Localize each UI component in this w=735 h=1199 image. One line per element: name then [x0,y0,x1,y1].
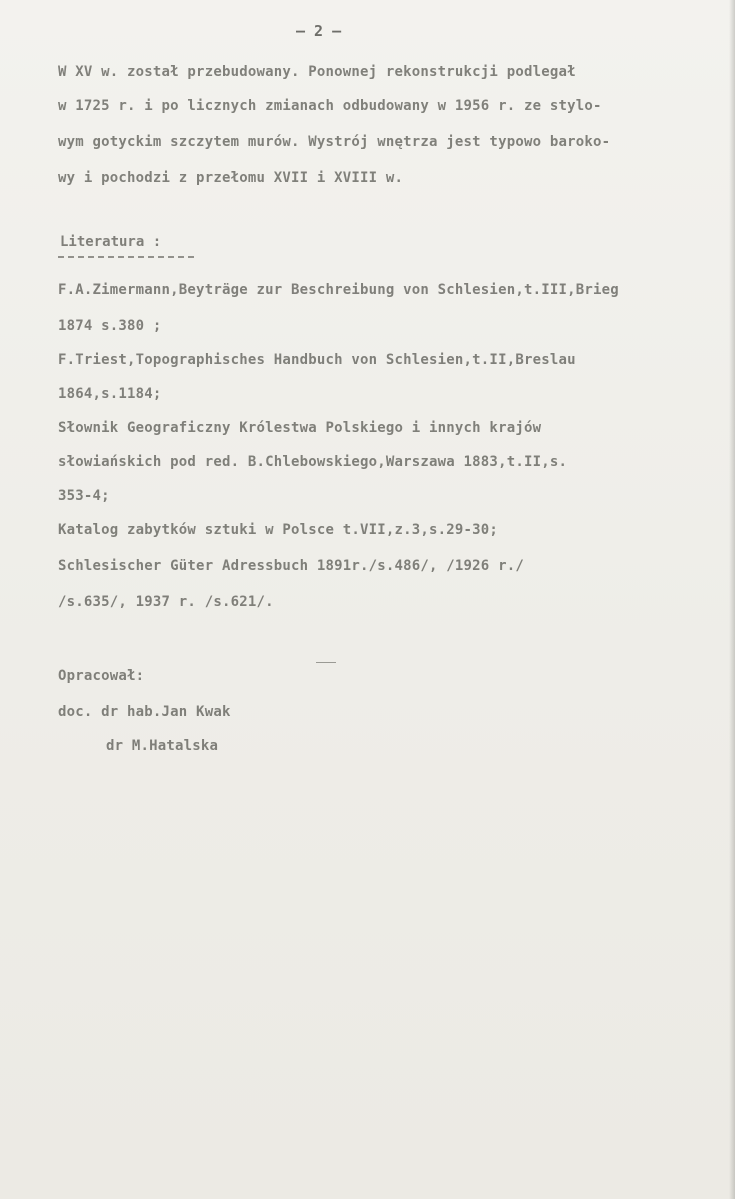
body-line-3: wym gotyckim szczytem murów. Wystrój wnętrza jest typowo baroko- [58,134,611,150]
literature-line-3: F.Triest,Topographisches Handbuch von Schlesien,t.II,Breslau [58,352,576,368]
literature-line-4: 1864,s.1184; [58,386,162,402]
literature-heading: Literatura : [60,234,162,250]
body-line-1: W XV w. został przebudowany. Ponownej rekonstrukcji podlegał [58,64,576,80]
literature-line-6: słowiańskich pod red. B.Chlebowskiego,Warszawa 1883,t.II,s. [58,454,568,470]
separator-dash [316,662,336,663]
author-1: doc. dr hab.Jan Kwak [58,704,231,720]
literature-line-2: 1874 s.380 ; [58,318,162,334]
literature-line-1: F.A.Zimermann,Beyträge zur Beschreibung von Schlesien,t.III,Brieg [58,282,619,298]
literature-line-9: Schlesischer Güter Adressbuch 1891r./s.486/, /1926 r./ [58,558,524,574]
body-line-2: w 1725 r. i po licznych zmianach odbudowany w 1956 r. ze stylo- [58,98,602,114]
author-2: dr M.Hatalska [106,738,219,754]
page-edge-shadow [729,0,735,1199]
literature-line-5: Słownik Geograficzny Królestwa Polskiego i innych krajów [58,420,542,436]
page-number: — 2 — [296,22,342,40]
heading-underline [58,256,194,258]
literature-line-8: Katalog zabytków sztuki w Polsce t.VII,z.3,s.29-30; [58,522,499,538]
prepared-label: Opracował: [58,668,145,684]
literature-line-7: 353-4; [58,488,110,504]
literature-line-10: /s.635/, 1937 r. /s.621/. [58,594,274,610]
body-line-4: wy i pochodzi z przełomu XVII i XVIII w. [58,170,404,186]
